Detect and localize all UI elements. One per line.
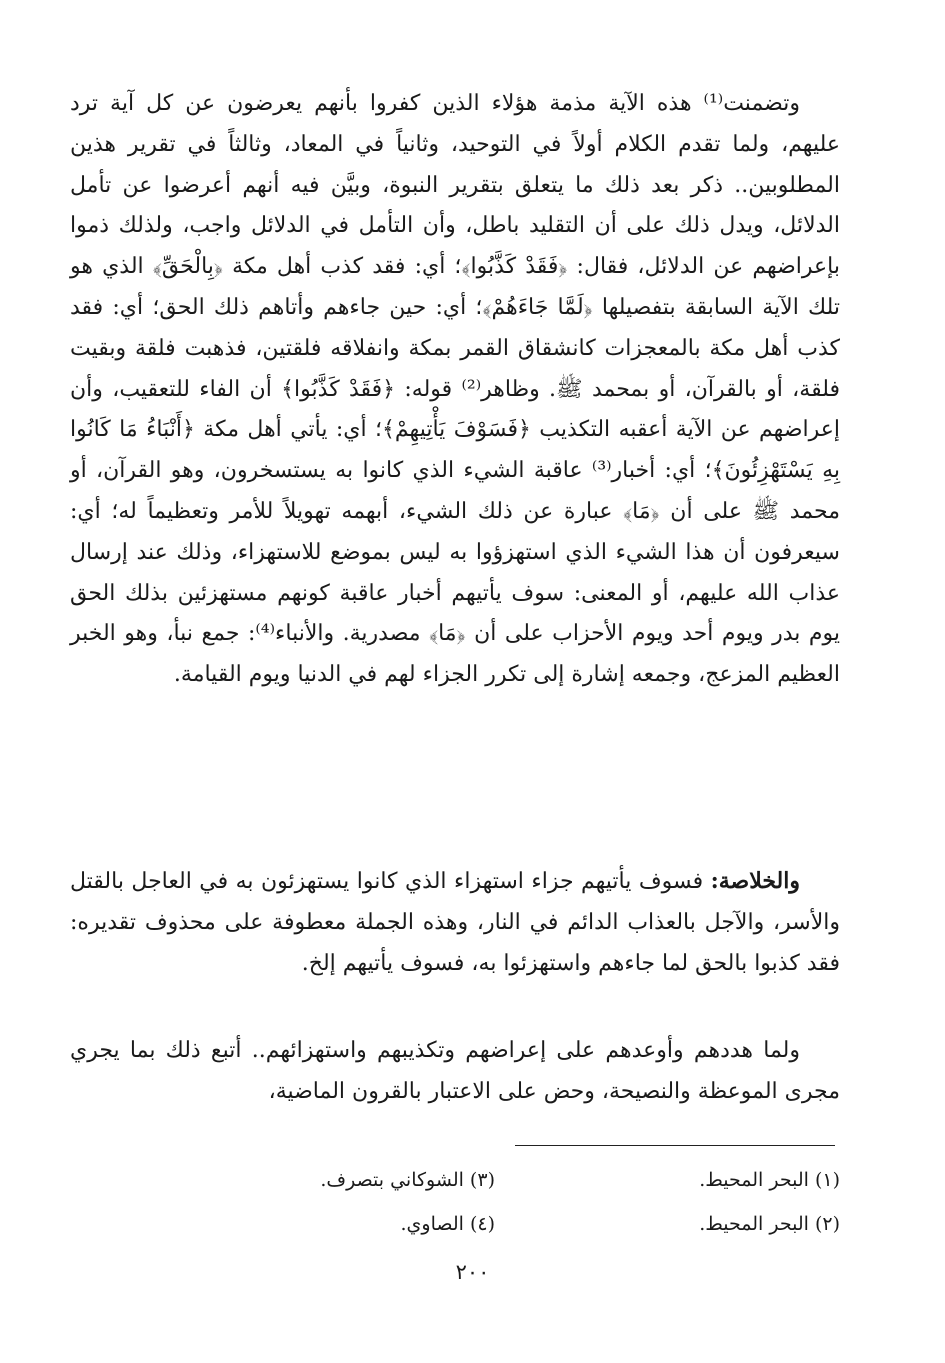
summary-paragraph [70,861,840,984]
summary-text-line [70,861,840,984]
footnotes-section [150,1158,840,1246]
footnote-row-1 [150,1158,840,1202]
page-number: ٢٠٠ [455,1260,490,1284]
footnote-4: (٤) الصاوي. [400,1213,495,1235]
footnote-2: (٢) البحر المحيط. [699,1213,840,1235]
paragraph-1-text: وتضمنت⁽¹⁾ هذه الآية مذمة هؤلاء الذين كفروا بأنهم يعرضون عن كل آية ترد عليهم، ولما تقدم الكلام أولاً في التوحيد، وثانياً في المعاد، وثالثاً في تقرير هذين المطلوبين.. ذكر بعد ذلك ما يتعلق بتقرير النبوة، وبيَّن فيه أنهم أعرضوا عن تأمل الدلائل، ويدل ذلك على أن التقليد باطل، وأن التأمل في الدلائل واجب، ولذلك ذموا بإعراضهم عن الدلائل، فقال: ﴿فَقَدْ كَذَّبُوا﴾؛ أي: فقد كذب أهل مكة ﴿بِالْحَقِّ﴾ الذي هو تلك الآية السابقة بتفصيلها ﴿لَمَّا جَاءَهُمْ﴾؛ أي: حين جاءهم وأتاهم ذلك الحق؛ أي: فقد كذب أهل مكة بالمعجزات كانشقاق القمر بمكة وانفلاقه فلقتين، فذهبت فلقة وبقيت فلقة، أو بالقرآن، أو بمحمد ﷺ. وظاهر⁽²⁾ قوله: ﴿فَقَدْ كَذَّبُوا﴾ أن الفاء للتعقيب، وأن إعراضهم عن الآية أعقبه التكذيب ﴿فَسَوْفَ يَأْتِيهِمْ﴾؛ أي: يأتي أهل مكة ﴿أَنْبَاءُ مَا كَانُوا بِهِ يَسْتَهْزِئُونَ﴾؛ أي: أخبار⁽³⁾ عاقبة الشيء الذي كانوا به يستسخرون، وهو القرآن، أو محمد ﷺ على أن ﴿مَا﴾ عبارة عن ذلك الشيء، أبهمه تهويلاً للأمر وتعظيماً له؛ أي: سيعرفون أن هذا الشيء الذي استهزؤوا به ليس بموضع للاستهزاء، وذلك عند إرسال عذاب الله عليهم، أو المعنى: سوف يأتيهم أخبار عاقبة كونهم مستهزئين بذلك الحق يوم بدر ويوم أحد ويوم الأحزاب على أن ﴿مَا﴾ مصدرية. والأنباء⁽⁴⁾: جمع نبأ، وهو الخبر العظيم المزعج، وجمعه إشارة إلى تكرر الجزاء لهم في الدنيا ويوم القيامة. [70,91,841,688]
summary-label: والخلاصة: [710,868,800,894]
next-paragraph [70,1031,840,1113]
footnote-3: (٣) الشوكاني بتصرف. [320,1169,495,1191]
paragraph-3-text: ولما هددهم وأوعدهم على إعراضهم وتكذيبهم واستهزائهم.. أتبع ذلك بما يجري مجرى الموعظة والنصيحة، وحض على الاعتبار بالقرون الماضية، [70,1038,840,1104]
summary-text: فسوف يأتيهم جزاء استهزاء الذي كانوا يستهزئون به في العاجل بالقتل والأسر، والآجل بالعذاب الدائم في النار، وهذه الجملة معطوفة على محذوف تقديره: فقد كذبوا بالحق لما جاءهم واستهزئوا به، فسوف يأتيهم إلخ. [70,869,840,976]
main-paragraph [70,84,840,696]
footnote-divider [515,1145,835,1146]
footnote-1: (١) البحر المحيط. [699,1169,840,1191]
footnote-row-2 [150,1202,840,1246]
